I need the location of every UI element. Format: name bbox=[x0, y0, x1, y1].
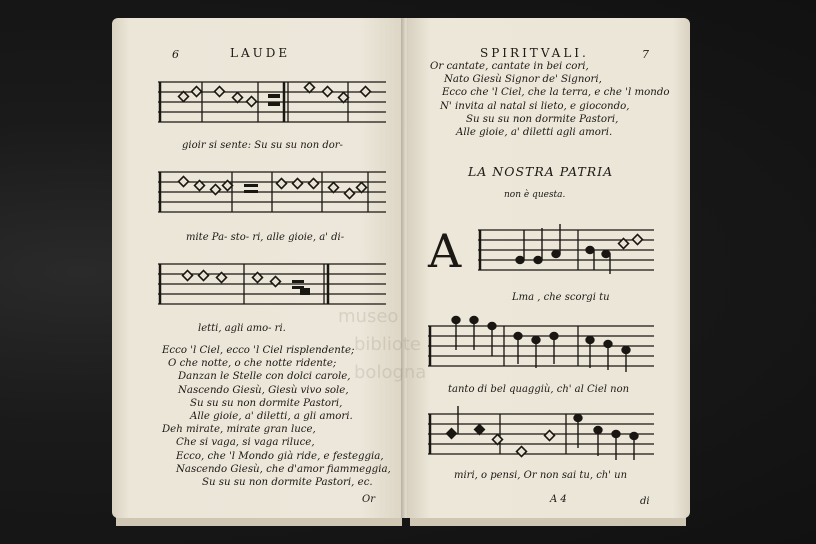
poem-line: Nascendo Giesù, che d'amor fiammeggia, bbox=[176, 463, 391, 475]
music-staff-6 bbox=[428, 404, 656, 462]
watermark-line-1: museo bbox=[338, 306, 399, 327]
left-lyric-line-3: letti, agli amo- ri. bbox=[198, 323, 286, 334]
decorated-initial: A bbox=[428, 224, 462, 278]
right-catchword: di bbox=[640, 496, 650, 507]
song-subtitle: non è questa. bbox=[504, 190, 566, 200]
right-poem bbox=[430, 60, 670, 139]
music-staff-2 bbox=[158, 166, 388, 222]
right-page bbox=[408, 18, 690, 518]
poem-line: Danzan le Stelle con dolci carole, bbox=[178, 371, 351, 383]
right-running-head: SPIRITVALI. bbox=[480, 46, 589, 60]
right-lyric-line-2: tanto di bel quaggiù, ch' al Ciel non bbox=[448, 384, 630, 395]
poem-line: Nato Giesù Signor de' Signori, bbox=[444, 74, 602, 86]
watermark-line-2: bibliote bbox=[354, 334, 421, 355]
music-staff-4 bbox=[478, 224, 656, 280]
poem-line: Su su su non dormite Pastori, ec. bbox=[202, 477, 373, 489]
poem-line: Ecco 'l Ciel, ecco 'l Ciel risplendente; bbox=[162, 345, 355, 356]
music-staff-5 bbox=[428, 316, 656, 372]
left-lyric-line-2: mite Pa- sto- ri, alle gioie, a' di- bbox=[186, 232, 345, 243]
poem-line: Che si vaga, si vaga riluce, bbox=[176, 437, 315, 449]
left-lyric-line-1: gioir si sente: Su su su non dor- bbox=[182, 140, 343, 151]
poem-line: N' invita al natal si lieto, e giocondo, bbox=[440, 100, 630, 112]
left-page-number: 6 bbox=[172, 48, 179, 61]
poem-line: Ecco che 'l Ciel, che la terra, e che 'l mondo bbox=[442, 87, 670, 99]
poem-line: Nascendo Giesù, Giesù vivo sole, bbox=[178, 384, 349, 396]
poem-line: Or cantate, cantate in bei cori, bbox=[430, 61, 589, 72]
open-book bbox=[112, 18, 690, 526]
right-lyric-line-3: miri, o pensi, Or non sai tu, ch' un bbox=[454, 470, 628, 481]
poem-line: Ecco, che 'l Mondo già ride, e festeggia, bbox=[176, 450, 384, 462]
right-lyric-line-1: Lma , che scorgi tu bbox=[512, 292, 610, 303]
left-page bbox=[112, 18, 404, 518]
song-title: LA NOSTRA PATRIA bbox=[468, 164, 614, 179]
watermark-line-3: bologna bbox=[354, 362, 427, 383]
poem-line: Alle gioie, a' diletti, a gli amori. bbox=[190, 411, 353, 423]
poem-line: Su su su non dormite Pastori, bbox=[466, 113, 619, 125]
left-catchword: Or bbox=[362, 494, 375, 505]
music-staff-1 bbox=[158, 76, 388, 132]
left-running-head: LAUDE bbox=[230, 46, 291, 60]
poem-line: Alle gioie, a' diletti agli amori. bbox=[456, 127, 613, 139]
signature-mark: A 4 bbox=[550, 494, 567, 505]
poem-line: Su su su non dormite Pastori, bbox=[190, 397, 343, 409]
poem-line: O che notte, o che notte ridente; bbox=[168, 358, 337, 370]
poem-line: Deh mirate, mirate gran luce, bbox=[162, 424, 316, 436]
right-page-number: 7 bbox=[642, 48, 649, 61]
